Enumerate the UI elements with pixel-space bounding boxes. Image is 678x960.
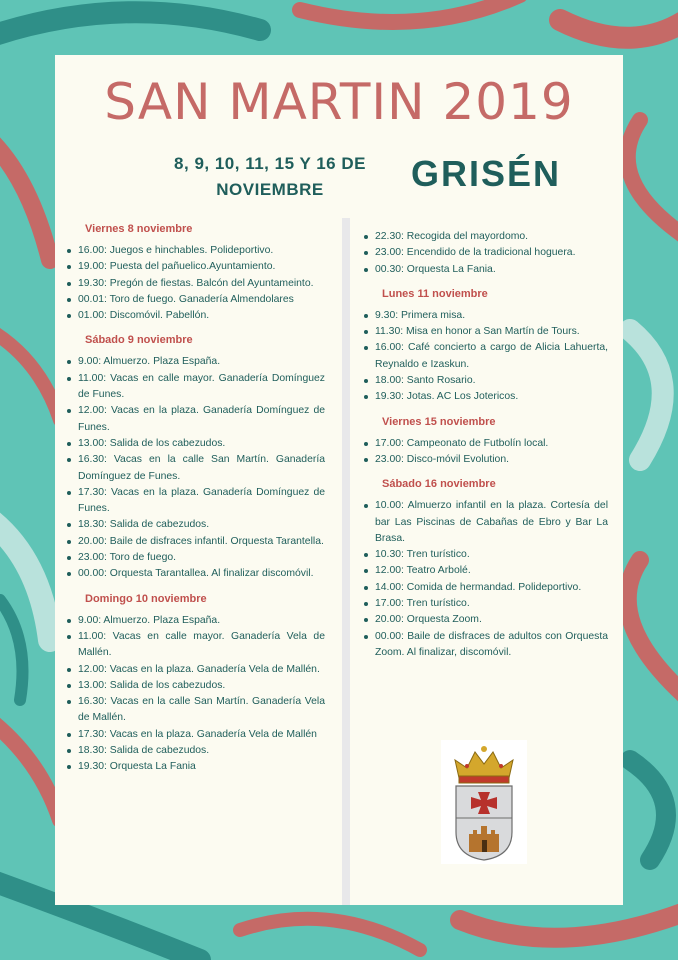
- event-item: 17.30: Vacas en la plaza. Ganadería Domínguez de Funes.: [77, 485, 325, 518]
- event-item: 12.00: Teatro Arbolé.: [374, 563, 608, 579]
- event-item: 22.30: Recogida del mayordomo.: [374, 229, 608, 245]
- event-item: 11.30: Misa en honor a San Martín de Tours.: [374, 324, 608, 340]
- coat-of-arms-icon: [441, 740, 527, 864]
- left-column: [65, 215, 325, 786]
- event-list: [65, 243, 325, 324]
- event-item: 18.30: Salida de cabezudos.: [77, 517, 325, 533]
- day-section: [362, 288, 608, 406]
- event-list: [362, 498, 608, 661]
- event-item: 00.30: Orquesta La Fania.: [374, 262, 608, 278]
- event-item: 17.30: Vacas en la plaza. Ganadería Vela de Mallén: [77, 727, 325, 743]
- event-item: 18.00: Santo Rosario.: [374, 373, 608, 389]
- event-item: 12.00: Vacas en la plaza. Ganadería Domínguez de Funes.: [77, 403, 325, 436]
- event-item: 00.01: Toro de fuego. Ganadería Almendolares: [77, 292, 325, 308]
- event-item: 19.30: Orquesta La Fania: [77, 759, 325, 775]
- event-item: 19.00: Puesta del pañuelico.Ayuntamiento.: [77, 259, 325, 275]
- event-item: 19.30: Pregón de fiestas. Balcón del Ayuntameinto.: [77, 276, 325, 292]
- day-heading: Domingo 10 noviembre: [85, 592, 207, 605]
- event-item: 10.00: Almuerzo infantil en la plaza. Cortesía del bar Las Piscinas de Cabañas de Ebro y Bar La Brasa.: [374, 498, 608, 547]
- day-heading: Lunes 11 noviembre: [382, 287, 488, 300]
- page-title: SAN MARTIN 2019: [104, 73, 574, 131]
- event-list: [65, 354, 325, 582]
- event-item: 9.00: Almuerzo. Plaza España.: [77, 354, 325, 370]
- program-card: [55, 55, 623, 905]
- event-item: 16.00: Café concierto a cargo de Alicia Lahuerta, Reynaldo e Izaskun.: [374, 340, 608, 373]
- event-item: 01.00: Discomóvil. Pabellón.: [77, 308, 325, 324]
- day-heading: Sábado 9 noviembre: [85, 334, 193, 347]
- day-heading: Sábado 16 noviembre: [382, 478, 496, 491]
- event-item: 13.00: Salida de los cabezudos.: [77, 436, 325, 452]
- event-list: [362, 436, 608, 469]
- event-list-continuation: [362, 229, 608, 278]
- event-item: 16.30: Vacas en la calle San Martín. Ganadería Domínguez de Funes.: [77, 452, 325, 485]
- festival-dates: 8, 9, 10, 11, 15 Y 16 DE NOVIEMBRE: [174, 154, 366, 199]
- day-section: [65, 593, 325, 776]
- event-item: 9.30: Primera misa.: [374, 308, 608, 324]
- event-item: 18.30: Salida de cabezudos.: [77, 743, 325, 759]
- event-item: 17.00: Campeonato de Futbolín local.: [374, 436, 608, 452]
- event-item: 11.00: Vacas en calle mayor. Ganadería Vela de Mallén.: [77, 629, 325, 662]
- event-item: 11.00: Vacas en calle mayor. Ganadería Domínguez de Funes.: [77, 371, 325, 404]
- event-list: [65, 613, 325, 776]
- event-item: 12.00: Vacas en la plaza. Ganadería Vela de Mallén.: [77, 662, 325, 678]
- event-item: 10.30: Tren turístico.: [374, 547, 608, 563]
- event-item: 23.00: Encendido de la tradicional hoguera.: [374, 245, 608, 261]
- event-item: 17.00: Tren turístico.: [374, 596, 608, 612]
- day-section: [65, 223, 325, 324]
- event-list: [362, 308, 608, 406]
- event-item: 23.00: Toro de fuego.: [77, 550, 325, 566]
- day-section: [65, 334, 325, 582]
- day-heading: Viernes 15 noviembre: [382, 415, 496, 428]
- event-item: 9.00: Almuerzo. Plaza España.: [77, 613, 325, 629]
- event-item: 14.00: Comida de hermandad. Polideportivo.: [374, 580, 608, 596]
- day-heading: Viernes 8 noviembre: [85, 223, 193, 235]
- day-section: [362, 478, 608, 661]
- event-item: 00.00: Orquesta Tarantallea. Al finalizar discomóvil.: [77, 566, 325, 582]
- event-item: 19.30: Jotas. AC Los Jotericos.: [374, 389, 608, 405]
- right-column: [362, 215, 608, 671]
- event-item: 16.30: Vacas en la calle San Martín. Ganadería Vela de Mallén.: [77, 694, 325, 727]
- column-divider: [342, 218, 350, 905]
- event-item: 23.00: Disco-móvil Evolution.: [374, 452, 608, 468]
- event-item: 20.00: Orquesta Zoom.: [374, 612, 608, 628]
- town-name: GRISÉN: [411, 153, 562, 194]
- event-item: 20.00: Baile de disfraces infantil. Orquesta Tarantella.: [77, 534, 325, 550]
- event-item: 13.00: Salida de los cabezudos.: [77, 678, 325, 694]
- day-section: [362, 416, 608, 469]
- event-item: 16.00: Juegos e hinchables. Polideportivo.: [77, 243, 325, 259]
- event-item: 00.00: Baile de disfraces de adultos con Orquesta Zoom. Al finalizar, discomóvil.: [374, 629, 608, 662]
